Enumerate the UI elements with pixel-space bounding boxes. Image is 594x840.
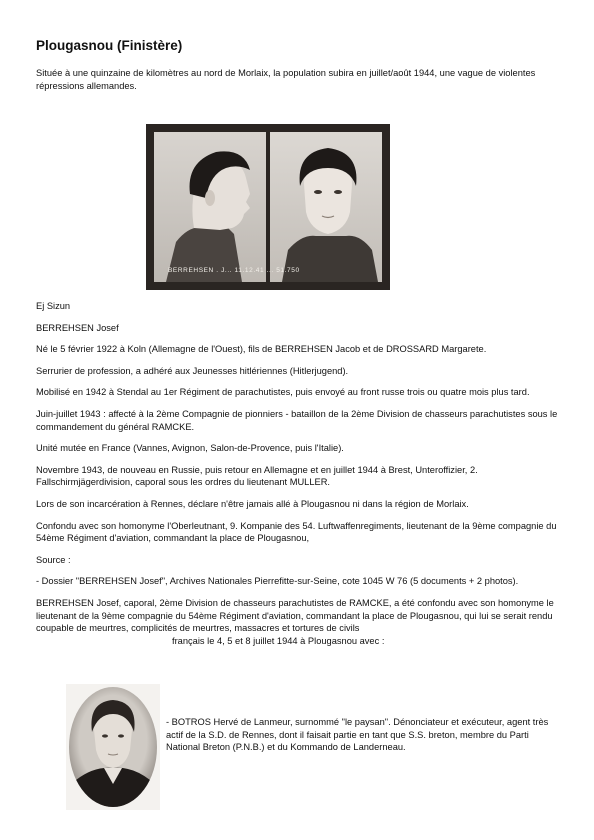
page-title: Plougasnou (Finistère)	[36, 38, 183, 53]
paragraph: Confondu avec son homonyme l'Oberleutnant, 9. Kompanie des 54. Luftwaffenregiments, lieutenant de la 9ème compagnie du 54ème Régiment d'aviation, commandant la place de Plougasnou,	[36, 520, 557, 544]
body-text	[36, 300, 558, 647]
botros-paragraph: - BOTROS Hervé de Lanmeur, surnommé "le paysan". Dénonciateur et exécuteur, agent très actif de la S.D. de Rennes, dont il faisait partie en tant que S.S. breton, membre du Parti National Breton (P.N.B.) et du Kommando de Landerneau.	[166, 717, 549, 753]
paragraph: BERREHSEN Josef, caporal, 2ème Division de chasseurs parachutistes de RAMCKE, a été confondu avec son homonyme le lieutenant de la 9ème compagnie du 54ème Régiment d'aviation, commandant la place de Plougasnou, qui lui se serait rendu coupable de meurtres, complicités de meurtres, massacres et tortures de civils	[36, 597, 554, 634]
paragraph: Novembre 1943, de nouveau en Russie, puis retour en Allemagne et en juillet 1944 à Brest, Unteroffizier, 2. Fallschirmjägerdivision, caporal sous les ordres du lieutenant MULLER.	[36, 464, 478, 488]
paragraph: Ej Sizun	[36, 301, 71, 311]
paragraph: Lors de son incarcération à Rennes, déclare n'être jamais allé à Plougasnou ni dans la région de Morlaix.	[36, 498, 469, 509]
portrait-photo	[66, 684, 160, 810]
paragraph: BERREHSEN Josef	[36, 322, 119, 333]
mugshot-image	[146, 124, 390, 290]
paragraph: Unité mutée en France (Vannes, Avignon, Salon-de-Provence, puis l'Italie).	[36, 443, 344, 454]
paragraph: Né le 5 février 1922 à Koln (Allemagne de l'Ouest), fils de BERREHSEN Jacob et de DROSSARD Margarete.	[36, 344, 487, 355]
portrait-image	[66, 684, 160, 810]
paragraph: Juin-juillet 1943 : affecté à la 2ème Compagnie de pionniers - bataillon de la 2ème Division de chasseurs parachutistes sous le commandement du général RAMCKE.	[36, 408, 558, 432]
mugshot-photo	[146, 124, 390, 290]
paragraph: Mobilisé en 1942 à Stendal au 1er Régiment de parachutistes, puis envoyé au front russe trois ou quatre mois plus tard.	[36, 387, 530, 398]
paragraph: Serrurier de profession, a adhéré aux Jeunesses hitlériennes (Hitlerjugend).	[36, 365, 349, 376]
paragraph: - Dossier "BERREHSEN Josef", Archives Nationales Pierrefitte-sur-Seine, cote 1045 W 76 (5 documents + 2 photos).	[36, 576, 519, 587]
paragraph: Source :	[36, 554, 71, 565]
intro-paragraph: Située à une quinzaine de kilomètres au nord de Morlaix, la population subira en juillet/août 1944, une vague de violentes répressions allemandes.	[36, 68, 536, 91]
page-header	[36, 38, 558, 92]
centered-line: français le 4, 5 et 8 juillet 1944 à Plougasnou avec :	[172, 635, 385, 646]
mugshot-caption: BERREHSEN . J... 11.12.41 ... 51.750	[168, 267, 300, 274]
